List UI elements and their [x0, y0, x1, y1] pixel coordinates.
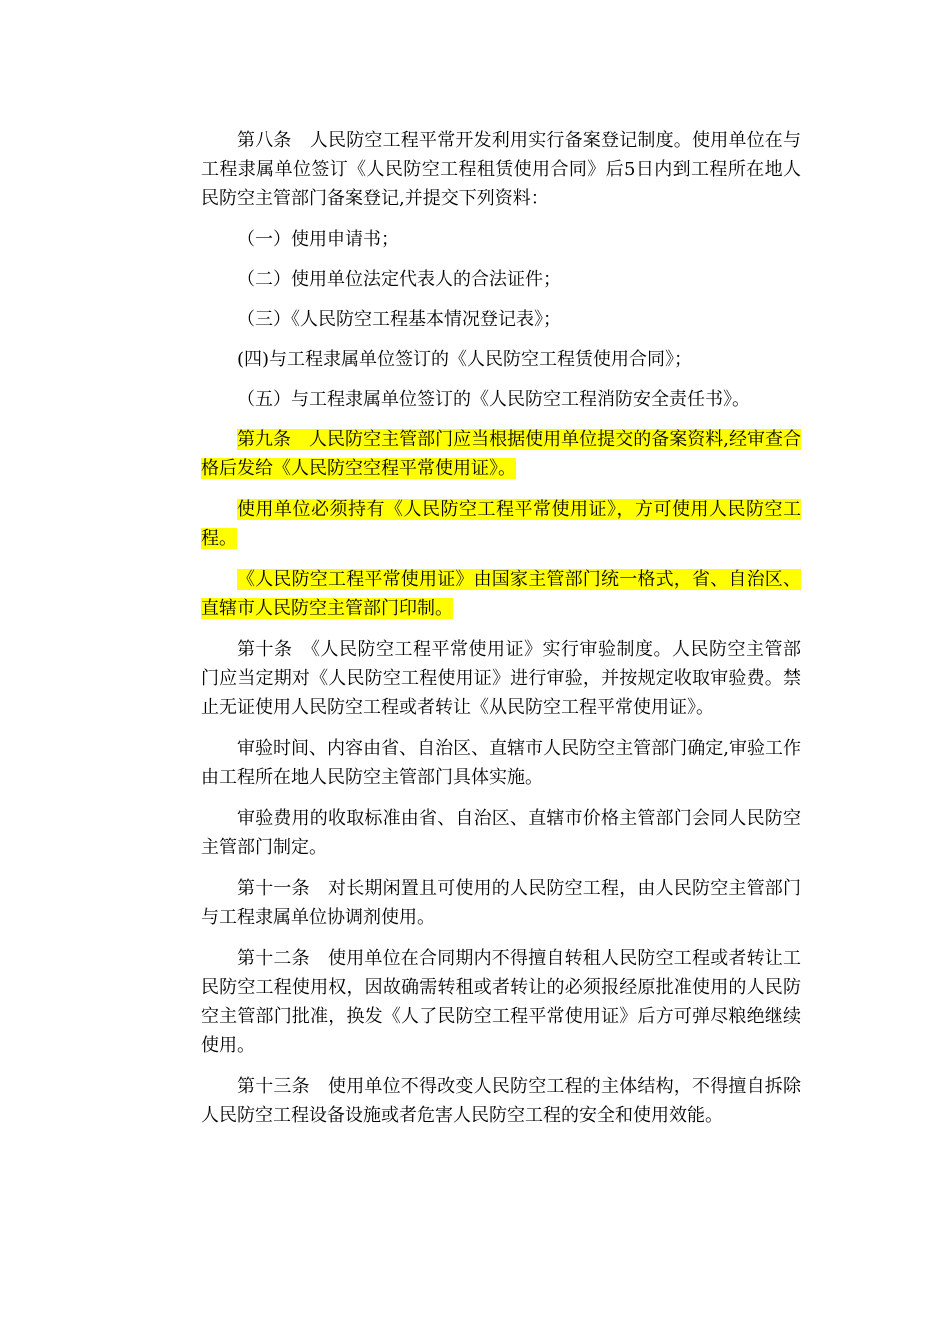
list-item-5	[201, 385, 801, 414]
paragraph-text: (四)与工程隶属单位签订的《人民防空工程赁使用合同》；	[237, 349, 693, 370]
paragraph-text: 第十条 《人民防空工程平常使用证》实行审验制度。人民防空主管部门应当定期对《人民防空工程使用证》进行审验，并按规定收取审验费。禁止无证使用人民防空工程或者转让《从民防空工程平常使用证》。	[201, 639, 801, 718]
paragraph-text: 审验时间、内容由省、自治区、直辖市人民防空主管部门确定,审验工作由工程所在地人民防空主管部门具体实施。	[201, 738, 801, 788]
inspection-fee-paragraph	[201, 804, 801, 862]
article-10-paragraph	[201, 635, 801, 722]
paragraph-text: 审验费用的收取标准由省、自治区、直辖市价格主管部门会同人民防空主管部门制定。	[201, 808, 801, 858]
paragraph-text: 第十二条 使用单位在合同期内不得擅自转租人民防空工程或者转让工民防空工程使用权，因故确需转租或者转让的必须报经原批准使用的人民防空主管部门批准，换发《人了民防空工程平常使用证》后方可弹尽粮绝继续使用。	[201, 948, 801, 1056]
paragraph-text: 第八条 人民防空工程平常开发利用实行备案登记制度。使用单位在与工程隶属单位签订《人民防空工程租赁使用合同》后5日内到工程所在地人民防空主管部门备案登记,并提交下列资料：	[201, 130, 801, 209]
certificate-required-paragraph	[201, 495, 801, 553]
article-9-paragraph	[201, 425, 801, 483]
article-13-paragraph	[201, 1072, 801, 1130]
list-item-3	[201, 305, 801, 334]
paragraph-text: （一）使用申请书；	[237, 229, 399, 250]
paragraph-text: 第十一条 对长期闲置且可使用的人民防空工程，由人民防空主管部门与工程隶属单位协调剂使用。	[201, 878, 801, 928]
list-item-2	[201, 265, 801, 294]
list-item-4	[201, 345, 801, 374]
article-12-paragraph	[201, 944, 801, 1060]
document-page	[201, 126, 801, 1142]
highlighted-text: 《人民防空工程平常使用证》由国家主管部门统一格式，省、自治区、直辖市人民防空主管部门印制。	[201, 569, 801, 619]
list-item-1	[201, 225, 801, 254]
inspection-time-paragraph	[201, 734, 801, 792]
article-8-paragraph	[201, 126, 801, 213]
paragraph-text: 第十三条 使用单位不得改变人民防空工程的主体结构，不得擅自拆除人民防空工程设备设施或者危害人民防空工程的安全和使用效能。	[201, 1076, 801, 1126]
paragraph-text: （二）使用单位法定代表人的合法证件；	[237, 269, 561, 290]
paragraph-text: （三）《人民防空工程基本情况登记表》；	[237, 309, 561, 330]
highlighted-text: 使用单位必须持有《人民防空工程平常使用证》，方可使用人民防空工程。	[201, 499, 801, 549]
certificate-format-paragraph	[201, 565, 801, 623]
article-11-paragraph	[201, 874, 801, 932]
paragraph-text: （五）与工程隶属单位签订的《人民防空工程消防安全责任书》。	[237, 389, 750, 410]
highlighted-text: 第九条 人民防空主管部门应当根据使用单位提交的备案资料,经审查合格后发给《人民防空空程平常使用证》。	[201, 429, 801, 479]
